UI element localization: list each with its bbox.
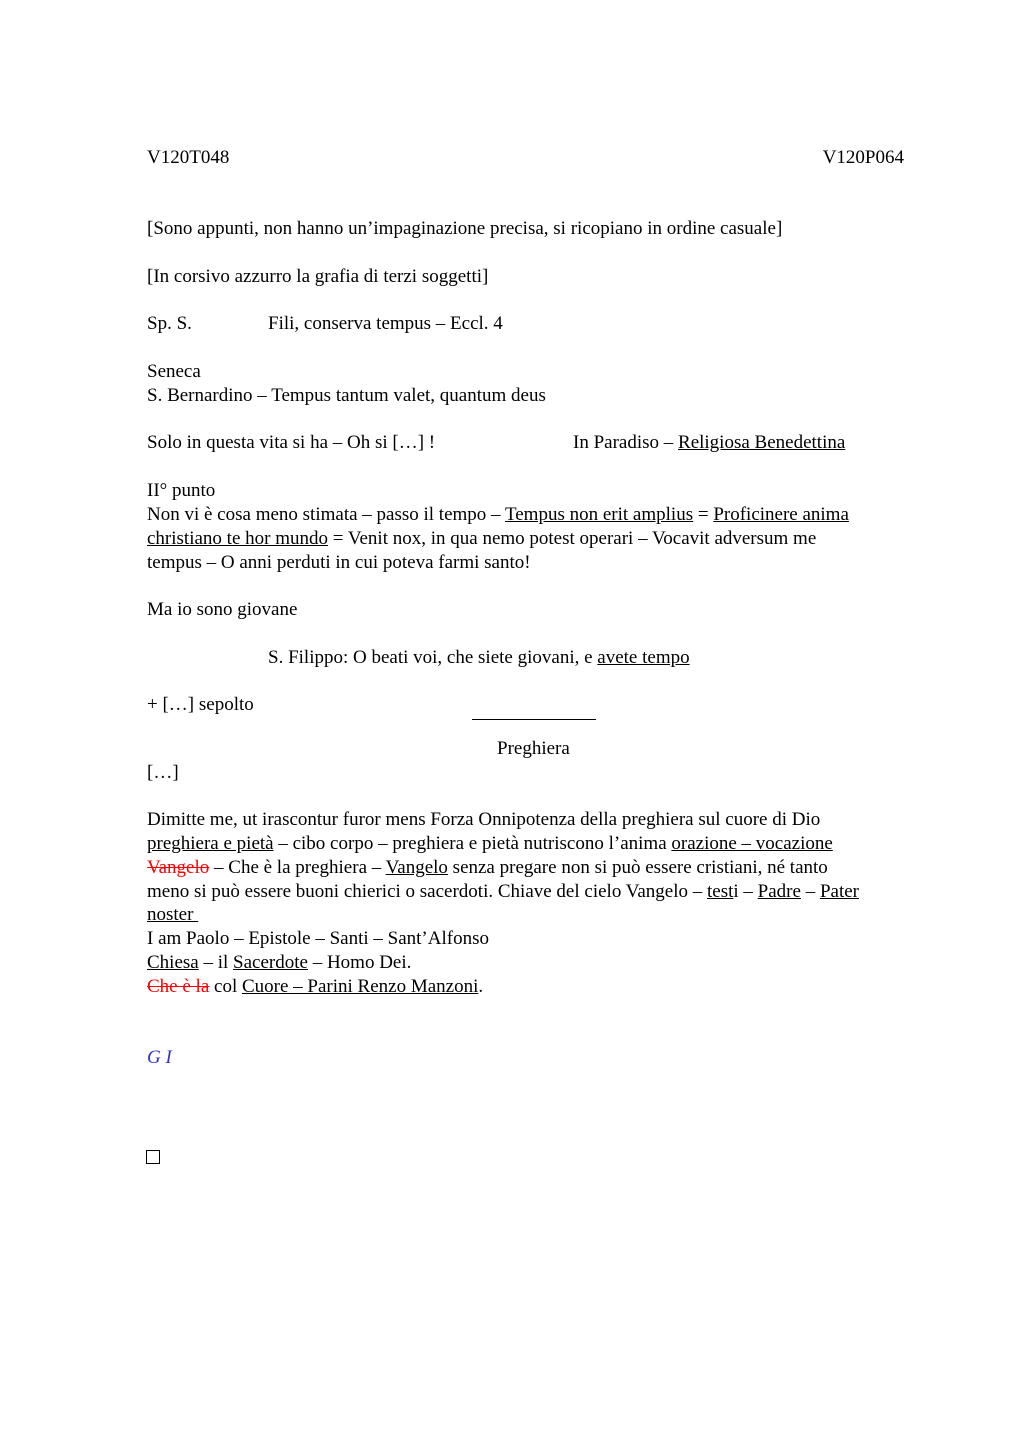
preghiera-l7-a: Chiesa xyxy=(147,952,199,973)
solo-line: Solo in questa vita si ha – Oh si […] ! xyxy=(147,432,436,453)
preghiera-title: Preghiera xyxy=(497,738,570,759)
punto-l1-d: Proficinere anima xyxy=(713,504,849,525)
preghiera-l3-a: – Che è la preghiera – xyxy=(209,857,386,878)
preghiera-l4-e: – xyxy=(800,881,820,902)
paradiso-underlined: Religiosa Benedettina xyxy=(678,432,846,453)
preghiera-line-4 xyxy=(147,880,859,904)
punto-l2-a: christiano te hor mundo xyxy=(147,528,328,549)
seneca-line: Seneca xyxy=(147,361,201,382)
preghiera-line-8 xyxy=(147,975,483,999)
punto-title: II° punto xyxy=(147,480,216,501)
punto-line-3: tempus – O anni perduti in cui poteva farmi santo! xyxy=(147,552,531,573)
preghiera-l2-a: preghiera e pietà xyxy=(147,833,274,854)
paradiso-prefix: In Paradiso – xyxy=(573,432,679,453)
note-corsivo: [In corsivo azzurro la grafia di terzi soggetti] xyxy=(147,266,489,287)
sps-quote: Fili, conserva tempus – Eccl. 4 xyxy=(268,313,503,334)
preghiera-l3-b: Vangelo xyxy=(385,857,448,878)
preghiera-l4-d: Padre xyxy=(757,881,801,902)
preghiera-l8-a: col xyxy=(209,976,242,997)
preghiera-l4-a: meno si può essere buoni chierici o sacerdoti. Chiave del cielo Vangelo – xyxy=(147,881,707,902)
preghiera-l7-d: – Homo Dei. xyxy=(307,952,412,973)
filippo-b: avete tempo xyxy=(597,647,690,668)
preghiera-l3-deleted: Vangelo xyxy=(147,857,210,878)
preghiera-line-3 xyxy=(147,856,828,880)
punto-l2-b: = Venit nox, in qua nemo potest operari – Vocavit adversum me xyxy=(328,528,817,549)
document-code-left: V120T048 xyxy=(147,147,230,168)
preghiera-l4-c: i – xyxy=(733,881,758,902)
checkbox[interactable] xyxy=(146,1150,160,1164)
note-appunti: [Sono appunti, non hanno un’impaginazione precisa, si ricopiano in ordine casuale] xyxy=(147,218,783,239)
filippo-a: S. Filippo: O beati voi, che siete giovani, e xyxy=(268,647,598,668)
preghiera-l8-b: Cuore – Parini Renzo Manzoni xyxy=(241,976,479,997)
preghiera-l2-b: – cibo corpo – preghiera e pietà nutriscono l’anima xyxy=(273,833,672,854)
preghiera-l8-c: . xyxy=(478,976,484,997)
punto-l1-c: = xyxy=(693,504,714,525)
preghiera-line-2 xyxy=(147,832,833,856)
preghiera-l8-deleted: Che è la xyxy=(147,976,210,997)
preghiera-l3-c: senza pregare non si può essere cristiani, né tanto xyxy=(447,857,828,878)
preghiera-l4-b: test xyxy=(707,881,734,902)
section-divider xyxy=(472,719,596,720)
punto-line-1 xyxy=(147,503,849,527)
punto-l1-a: Non vi è cosa meno stimata – passo il tempo – xyxy=(147,504,505,525)
sepolto-line: + […] sepolto xyxy=(147,694,254,715)
preghiera-line-6: I am Paolo – Epistole – Santi – Sant’Alfonso xyxy=(147,928,489,949)
preghiera-l7-b: – il xyxy=(198,952,234,973)
preghiera-l7-c: Sacerdote xyxy=(233,952,308,973)
paradiso-line xyxy=(573,431,845,455)
document-code-right: V120P064 xyxy=(822,147,904,168)
preghiera-l5: noster xyxy=(147,904,199,925)
sps-label: Sp. S. xyxy=(147,313,192,334)
giovane-line: Ma io sono giovane xyxy=(147,599,298,620)
preghiera-line-5 xyxy=(147,903,198,927)
bernardino-line: S. Bernardino – Tempus tantum valet, quantum deus xyxy=(147,385,546,406)
filippo-line xyxy=(268,646,690,670)
punto-line-2 xyxy=(147,527,816,551)
initials: G I xyxy=(147,1047,172,1068)
preghiera-line-7 xyxy=(147,951,411,975)
ellipsis-line: […] xyxy=(147,762,179,783)
punto-l1-b: Tempus non erit amplius xyxy=(504,504,694,525)
preghiera-l2-c: orazione – vocazione xyxy=(671,833,833,854)
preghiera-l4-f: Pater xyxy=(819,881,859,902)
preghiera-line-1: Dimitte me, ut irascontur furor mens Forza Onnipotenza della preghiera sul cuore di Dio xyxy=(147,809,821,830)
